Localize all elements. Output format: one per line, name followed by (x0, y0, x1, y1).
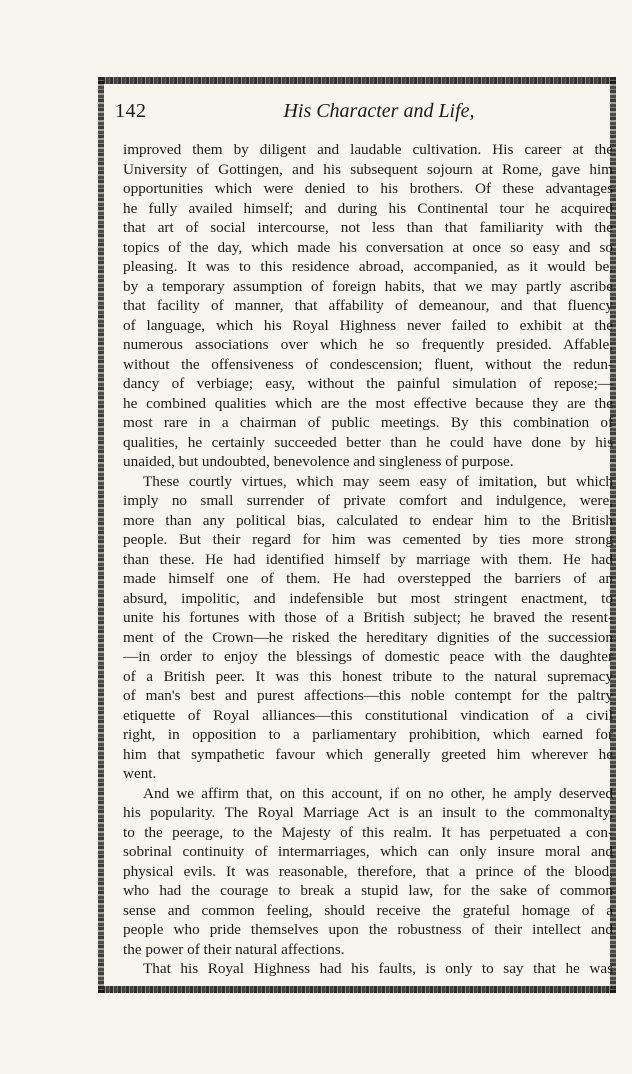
text-line: without the offensiveness of condescension; fluent, without the redun- (123, 355, 613, 373)
text-line: by a temporary assumption of foreign habits, that we may partly ascribe (123, 277, 613, 295)
text-line: more than any political bias, calculated to endear him to the British (123, 511, 613, 529)
text-line: sense and common feeling, should receive the grateful homage of a (123, 901, 613, 919)
bottom-border-rule (98, 986, 616, 993)
text-line: dancy of verbiage; easy, without the painful simulation of repose;— (123, 375, 613, 392)
text-line: And we affirm that, on this account, if on no other, he amply deserved (143, 784, 613, 802)
text-line: physical evils. It was reasonable, therefore, that a prince of the blood, (123, 862, 613, 880)
text-line: of man's best and purest affections—this noble contempt for the paltry (123, 687, 613, 704)
text-line: topics of the day, which made his conversation at once so easy and so (123, 238, 613, 256)
text-line: That his Royal Highness had his faults, is only to say that he was (143, 960, 613, 977)
body-text (123, 140, 613, 979)
text-line: made himself one of them. He had overstepped the barriers of an (123, 570, 613, 587)
text-line: unaided, but undoubted, benevolence and singleness of purpose. (123, 453, 514, 470)
text-line: people who pride themselves upon the robustness of their intellect and (123, 921, 613, 938)
text-line: to the peerage, to the Majesty of this realm. It has perpetuated a con- (123, 823, 613, 841)
text-line: etiquette of Royal alliances—this constitutional vindication of a civil (123, 706, 613, 724)
text-line: who had the courage to break a stupid law, for the sake of common (123, 882, 613, 899)
text-line: imply no small surrender of private comfort and indulgence, were, (123, 492, 613, 509)
running-title: His Character and Life, (283, 100, 475, 122)
text-line: opportunities which were denied to his brothers. Of these advantages (123, 180, 613, 197)
text-line: University of Gottingen, and his subsequent sojourn at Rome, gave him (123, 160, 613, 178)
text-line: right, in opposition to a parliamentary prohibition, which earned for (123, 726, 613, 743)
text-line: went. (123, 765, 157, 782)
text-line: most rare in a chairman of public meetings. By this combination of (123, 414, 613, 431)
text-line: —in order to enjoy the blessings of domestic peace with the daughter (123, 648, 613, 665)
text-line: sobrinal continuity of intermarriages, which can only insure moral and (123, 843, 613, 860)
text-line: him that sympathetic favour which generally greeted him wherever he (123, 745, 613, 763)
left-border-rule (98, 77, 104, 993)
text-line: he combined qualities which are the most effective because they are the (123, 394, 613, 412)
text-line: pleasing. It was to this residence abroad, accompanied, as it would be, (123, 258, 613, 275)
text-line: he fully availed himself; and during his Continental tour he acquired (123, 199, 613, 217)
text-line: that facility of manner, that affability of demeanour, and that fluency (123, 297, 613, 314)
top-border-rule (98, 77, 616, 84)
text-line: ment of the Crown—he risked the hereditary dignities of the succession (123, 628, 613, 646)
text-line: absurd, impolitic, and indefensible but most stringent enactment, to (123, 589, 613, 607)
text-line: These courtly virtues, which may seem easy of imitation, but which (143, 472, 613, 490)
text-line: improved them by diligent and laudable cultivation. His career at the (123, 141, 613, 158)
text-line: that art of social intercourse, not less than that familiarity with the (123, 219, 613, 236)
text-line: of language, which his Royal Highness never failed to exhibit at the (123, 316, 613, 334)
text-line: numerous associations over which he so frequently presided. Affable, (123, 336, 613, 353)
page-number: 142 (115, 100, 147, 122)
text-line: than these. He had identified himself by marriage with them. He had (123, 550, 613, 568)
running-header (115, 100, 613, 130)
text-line: people. But their regard for him was cemented by ties more strong (123, 531, 613, 548)
text-line: unite his fortunes with those of a British subject; he braved the resent- (123, 609, 613, 626)
text-line: his popularity. The Royal Marriage Act is an insult to the commonalty, (123, 804, 613, 821)
text-line: of a British peer. It was this honest tribute to the natural supremacy (123, 667, 613, 685)
text-line: qualities, he certainly succeeded better than he could have done by his (123, 433, 613, 451)
text-line: the power of their natural affections. (123, 940, 345, 958)
